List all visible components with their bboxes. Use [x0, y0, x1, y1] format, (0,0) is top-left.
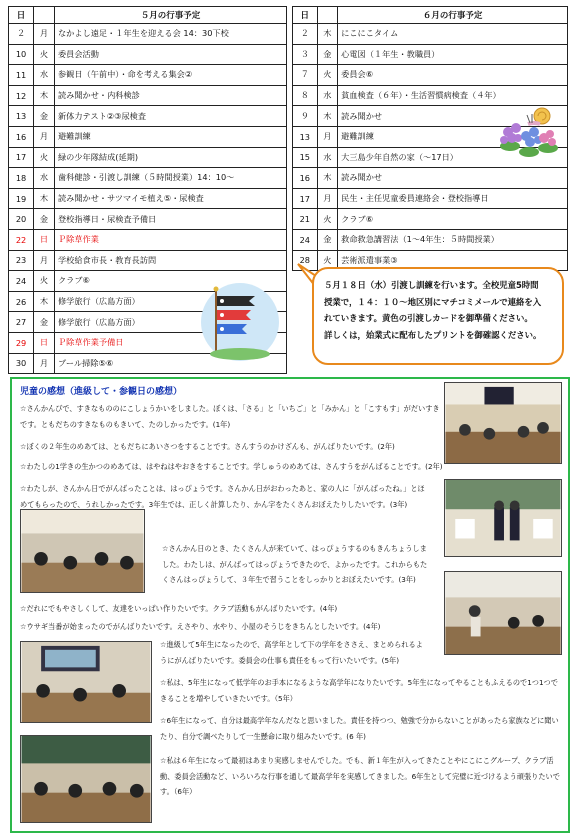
- schedule-row: [293, 44, 568, 65]
- impression-paragraph: ☆私は、5年生になって低学年のお手本になるような高学年になりたいです。5年生になってやることもふえるので1つ1つできることを増やしていきたいです。（5年）: [160, 678, 558, 703]
- event-cell: 登校指導日・尿検査予備日: [54, 209, 286, 230]
- day-cell: 22: [9, 229, 34, 250]
- day-cell: 30: [9, 353, 34, 374]
- event-cell: なかよし遠足・１年生を迎える会 14：30下校: [54, 24, 286, 45]
- schedule-row: [9, 229, 287, 250]
- event-cell: クラブ⑥: [338, 209, 568, 230]
- day-cell: 19: [9, 188, 34, 209]
- event-cell: プール掃除⑤⑥: [54, 353, 286, 374]
- notice-line: 詳しくは，始業式に配布したプリントを御確認ください。: [324, 329, 542, 340]
- event-cell: 心電図（１年生・教職員）: [338, 44, 568, 65]
- day-cell: 18: [9, 168, 34, 189]
- event-cell: 読み聞かせ: [338, 168, 568, 189]
- weekday-cell: 火: [317, 209, 338, 230]
- event-cell: 救命救急講習法（1～4年生：５時間授業）: [338, 229, 568, 250]
- drill-notice-callout: [312, 267, 564, 365]
- day-cell: ９: [293, 106, 318, 127]
- weekday-header: [317, 7, 338, 24]
- schedule-row: [293, 65, 568, 86]
- impression-paragraph: ☆わたしの1学きの生かつのめあては、はやねはやおきをすることです。学しゅうのめあては、さんすうをがんばることです。(2年): [20, 462, 443, 471]
- day-cell: 13: [9, 106, 34, 127]
- weekday-cell: 月: [317, 188, 338, 209]
- event-cell: Ｐ除草作業: [54, 229, 286, 250]
- weekday-cell: 木: [317, 24, 338, 45]
- weekday-cell: 金: [34, 312, 55, 333]
- day-cell: 28: [293, 250, 318, 271]
- weekday-cell: 日: [34, 332, 55, 353]
- weekday-cell: 月: [34, 250, 55, 271]
- schedule-row: [9, 147, 287, 168]
- weekday-cell: 木: [34, 291, 55, 312]
- event-cell: にこにこタイム: [338, 24, 568, 45]
- classroom-photo: [444, 571, 562, 655]
- event-cell: 避難訓練: [54, 126, 286, 147]
- weekday-cell: 金: [317, 44, 338, 65]
- event-cell: 修学旅行（広島方面）: [54, 291, 286, 312]
- impression-paragraph: ☆さんかん日のとき、たくさん人が来ていて、はっぴょうするのもきんちょうしました。わたしは、がんばってはっぴょうできたので、よかったです。これからもたくさんはっぴょうして、３年生で習うことをしっかりとおぼえたいです。(3年): [162, 544, 428, 585]
- day-cell: 27: [9, 312, 34, 333]
- weekday-cell: 木: [34, 85, 55, 106]
- weekday-cell: 水: [34, 65, 55, 86]
- schedule-row: [293, 168, 568, 189]
- impression-paragraph: ☆進級して5年生になったので、高学年として下の学年をささえ、まとめられるようにがんばりたいです。委員会の仕事も責任をもって行いたいです。(5年): [160, 640, 423, 665]
- weekday-cell: 日: [34, 229, 55, 250]
- weekday-cell: 水: [317, 147, 338, 168]
- weekday-header: [34, 7, 55, 24]
- event-cell: 避難訓練: [338, 126, 568, 147]
- event-header: ５月の行事予定: [54, 7, 286, 24]
- table-header-row: [9, 7, 287, 24]
- schedule-row: [9, 188, 287, 209]
- impression-paragraph: ☆わたしが、さんかん日でがんばったことは、はっぴょうです。さんかん日がおわったあと、家の人に「がんばったね。」とほめてもらったので、うれしかったです。3年生では、正しく計算したり、かん字をたくさんおぼえたりしたいです。(3年): [20, 484, 425, 509]
- schedule-row: [293, 209, 568, 230]
- event-cell: 歯科健診・引渡し訓練（５時間授業）14：10～: [54, 168, 286, 189]
- schedule-row: [9, 65, 287, 86]
- weekday-cell: 月: [34, 24, 55, 45]
- weekday-cell: 金: [34, 209, 55, 230]
- day-cell: ２: [293, 24, 318, 45]
- day-cell: 15: [293, 147, 318, 168]
- day-header: 日: [293, 7, 318, 24]
- impression-paragraph: ☆ぼくの２年生のめあては、ともだちにあいさつをすることです。さんすうのかけざんも、がんばりたいです。(2年): [20, 442, 395, 451]
- day-cell: 24: [9, 271, 34, 292]
- day-cell: 29: [9, 332, 34, 353]
- event-cell: 芸術派遣事業③: [338, 250, 568, 271]
- weekday-cell: 火: [34, 44, 55, 65]
- classroom-photo: [20, 509, 145, 593]
- impression-paragraph: ☆ウサギ当番が始まったのでがんばりたいです。えさやり、水やり、小屋のそうじをきちんとしたいです。(4年): [20, 622, 381, 631]
- event-cell: 委員会活動: [54, 44, 286, 65]
- day-cell: 10: [9, 44, 34, 65]
- weekday-cell: 水: [34, 168, 55, 189]
- day-cell: 13: [293, 126, 318, 147]
- weekday-cell: 水: [317, 85, 338, 106]
- weekday-cell: 火: [317, 250, 338, 271]
- impression-paragraph: ☆だれにでもやさしくして、友達をいっぱい作りたいです。クラブ活動もがんばりたいです。(4年): [20, 604, 338, 613]
- schedule-row: [293, 24, 568, 45]
- day-cell: 16: [293, 168, 318, 189]
- table-header-row: [293, 7, 568, 24]
- schedule-row: [9, 209, 287, 230]
- schedule-row: [9, 168, 287, 189]
- day-cell: 17: [293, 188, 318, 209]
- schedule-row: [9, 24, 287, 45]
- notice-line: 授業で，１４：１０～地区別にマチコミメールで連絡を入: [324, 296, 542, 307]
- weekday-cell: 月: [317, 126, 338, 147]
- notice-line: れていきます。黄色の引渡しカードを御準備ください。: [324, 313, 533, 323]
- schedule-row: [9, 126, 287, 147]
- weekday-cell: 木: [317, 106, 338, 127]
- day-cell: 17: [9, 147, 34, 168]
- day-cell: 11: [9, 65, 34, 86]
- day-cell: 21: [293, 209, 318, 230]
- weekday-cell: 木: [34, 188, 55, 209]
- weekday-cell: 木: [317, 168, 338, 189]
- schedule-row: [9, 250, 287, 271]
- notice-line: ５月１８日（水）引渡し訓練を行います。全校児童5時間: [324, 280, 539, 290]
- event-cell: 読み聞かせ: [338, 106, 568, 127]
- day-cell: 16: [9, 126, 34, 147]
- event-cell: 参観日（午前中）・命を考える集会②: [54, 65, 286, 86]
- classroom-photo: [20, 735, 152, 823]
- impression-paragraph: ☆さんかんびで、すきなもののにこしょうかいをしました。ぼくは、「さる」と「いちご」と「みかん」と「こすもす」がだいすきです。ともだちのすきなものもきいて、たのしかったです。(1年): [20, 404, 440, 429]
- event-cell: 大三島少年自然の家（～17日）: [338, 147, 568, 168]
- event-cell: 緑の少年隊結成(延期): [54, 147, 286, 168]
- day-cell: 23: [9, 250, 34, 271]
- event-cell: 学校給食市長・教育長訪問: [54, 250, 286, 271]
- schedule-row: [9, 44, 287, 65]
- day-cell: ３: [293, 44, 318, 65]
- event-cell: クラブ⑥: [54, 271, 286, 292]
- day-cell: ２: [9, 24, 34, 45]
- event-cell: 読み聞かせ・サツマイモ植え⑤・尿検査: [54, 188, 286, 209]
- weekday-cell: 月: [34, 126, 55, 147]
- event-cell: 民生・主任児童委員連絡会・登校指導日: [338, 188, 568, 209]
- day-cell: 24: [293, 229, 318, 250]
- koinobori-illustration: [200, 282, 280, 362]
- student-impressions-section: [10, 377, 570, 833]
- schedule-row: [293, 188, 568, 209]
- section-title: 児童の感想（進級して・参観日の感想）: [20, 387, 183, 397]
- day-cell: 20: [9, 209, 34, 230]
- weekday-cell: 金: [34, 106, 55, 127]
- schedule-row: [9, 106, 287, 127]
- day-header: 日: [9, 7, 34, 24]
- classroom-photo: [444, 382, 562, 464]
- classroom-photo: [444, 479, 562, 557]
- event-cell: 修学旅行（広島方面）: [54, 312, 286, 333]
- event-cell: 貧血検査（６年）・生活習慣病検査（４年）: [338, 85, 568, 106]
- day-cell: ８: [293, 85, 318, 106]
- event-cell: 読み聞かせ・内科検診: [54, 85, 286, 106]
- classroom-photo: [20, 641, 152, 723]
- hydrangea-snail-illustration: [496, 102, 562, 160]
- weekday-cell: 火: [34, 271, 55, 292]
- day-cell: 12: [9, 85, 34, 106]
- schedule-row: [9, 85, 287, 106]
- event-cell: 委員会⑥: [338, 65, 568, 86]
- schedule-row: [293, 229, 568, 250]
- weekday-cell: 金: [317, 229, 338, 250]
- event-cell: Ｐ除草作業予備日: [54, 332, 286, 353]
- event-header: ６月の行事予定: [338, 7, 568, 24]
- event-cell: 新体力テスト②③尿検査: [54, 106, 286, 127]
- day-cell: ７: [293, 65, 318, 86]
- impression-paragraph: ☆私は６年生になって最初はあまり実感しませんでした。でも、新１年生が入ってきたことやにこにこグループ、クラブ活動、委員会活動など、いろいろな行事を通して最高学年を実感してきました。6年生として完璧に近づけるよう頑張りたいです。（6年）: [160, 756, 560, 797]
- impression-paragraph: ☆6年生になって、自分は最高学年なんだなと思いました。責任を持つつ、勉強で分からないことがあったら家族などに聞いたり、自分で調べたりして一生懸命に取り組みたいです。(6 年): [160, 716, 559, 741]
- day-cell: 26: [9, 291, 34, 312]
- weekday-cell: 火: [34, 147, 55, 168]
- weekday-cell: 月: [34, 353, 55, 374]
- weekday-cell: 火: [317, 65, 338, 86]
